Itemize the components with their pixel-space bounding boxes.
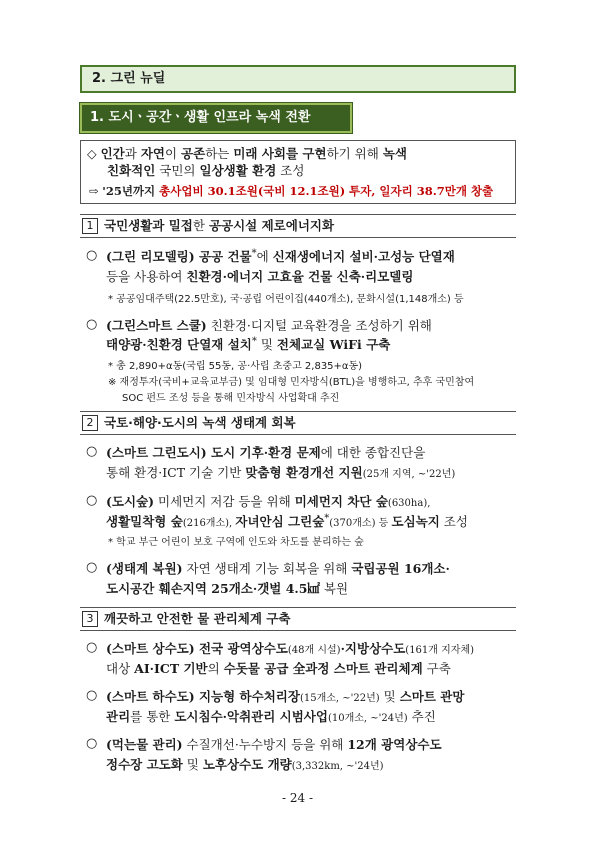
category-number: 1 xyxy=(82,218,98,234)
subsection-title: 1. 도시ㆍ공간ㆍ생활 인프라 녹색 전환 xyxy=(80,103,352,133)
bullet-icon: ○ xyxy=(86,248,98,263)
item-text: 국립공원 16개소· xyxy=(351,561,450,576)
item-text: 도시침수·악취관리 시범사업 xyxy=(174,709,328,724)
bullet-icon: ○ xyxy=(86,736,98,751)
item-text: 신재생에너지 설비·고성능 단열재 xyxy=(272,249,455,264)
summary-line-2 xyxy=(107,161,304,179)
bullet-icon: ○ xyxy=(86,640,98,655)
item-line xyxy=(106,463,455,481)
footnote-mark: * xyxy=(251,335,257,347)
summary-text: 조성 xyxy=(276,163,305,178)
summary-text: 녹색 xyxy=(382,146,407,161)
item-text: (3,332km, ~'24년) xyxy=(291,761,384,772)
item-text: 도심녹지 xyxy=(391,514,440,529)
item-line xyxy=(106,579,348,597)
item-text: AI·ICT 기반 xyxy=(134,661,208,676)
item-line xyxy=(106,559,450,577)
item-line xyxy=(106,316,432,334)
item-text: 대상 xyxy=(106,661,135,676)
item-text: 미세먼지 차단 숲 xyxy=(294,494,388,509)
summary-highlight: 총사업비 30.1조원(국비 12.1조원) 투자, 일자리 38.7만개 창출 xyxy=(159,184,494,198)
summary-text: 일상생활 환경 xyxy=(199,163,277,178)
item-text: 에 대한 종합진단을 xyxy=(320,445,426,460)
item-text: 추진 xyxy=(407,709,436,724)
bullet-icon: ○ xyxy=(86,444,98,459)
item-text: 자연 생태계 기능 회복을 위해 xyxy=(182,561,352,576)
item-text: (스마트 하수도) 지능형 하수처리장 xyxy=(106,689,300,704)
item-text: (생태계 복원) xyxy=(106,561,183,576)
item-text: 친환경·디지털 교육환경을 조성하기 위해 xyxy=(206,318,432,333)
summary-text: 이 xyxy=(164,146,182,161)
item-text: (161개 지자체) xyxy=(405,645,475,656)
item-text: 12개 광역상수도 xyxy=(347,737,442,752)
item-line xyxy=(106,755,384,773)
item-text: (그린 리모델링) 공공 건물 xyxy=(106,249,252,264)
item-text: (도시숲) xyxy=(106,494,155,509)
summary-box xyxy=(80,140,516,204)
item-line xyxy=(106,707,436,725)
summary-text: 자연 xyxy=(140,146,165,161)
summary-text: 하는 xyxy=(205,146,234,161)
category-header-3 xyxy=(80,607,516,631)
item-text: 를 통한 xyxy=(130,709,175,724)
item-text: (48개 시설) xyxy=(287,645,341,656)
footnote: * 공공임대주택(22.5만호), 국·공립 어린이집(440개소), 문화시설(1,148개소) 등 xyxy=(108,294,464,305)
item-text: 통해 환경·ICT 기술 기반 xyxy=(106,465,246,480)
item-line xyxy=(106,443,425,461)
summary-text: 친화적인 xyxy=(107,163,156,178)
item-text: 에 xyxy=(256,249,273,264)
footnote: * 총 2,890+α동(국립 55동, 공·사립 초중고 2,835+α동) xyxy=(108,361,363,372)
item-text: 관리 xyxy=(106,709,131,724)
item-text: 조성 xyxy=(439,514,468,529)
item-line xyxy=(106,659,451,677)
summary-text: 과 xyxy=(124,146,141,161)
item-text: (630ha), xyxy=(387,498,431,509)
item-text: ·지방상수도 xyxy=(340,641,406,656)
item-line xyxy=(106,267,413,285)
footnote-mark: * xyxy=(251,247,257,259)
item-text: 생활밀착형 숲 xyxy=(106,514,183,529)
footnote: SOC 펀드 조성 등을 통해 민자방식 사업확대 추진 xyxy=(122,393,340,404)
footnote: * 학교 부근 어린이 보호 구역에 인도와 차도를 분리하는 숲 xyxy=(108,537,364,548)
item-text: 및 xyxy=(182,757,203,772)
item-text: (216개소), xyxy=(182,518,236,529)
category-header-2 xyxy=(80,411,516,435)
item-text: (10개소, ~'24년) xyxy=(327,713,408,724)
arrow-icon: ⇨ xyxy=(89,184,99,198)
item-line xyxy=(106,639,474,657)
item-text: (먹는물 관리) xyxy=(106,737,183,752)
item-text: 및 xyxy=(379,689,400,704)
item-text: 의 xyxy=(207,661,224,676)
item-line xyxy=(106,512,468,530)
item-text: 스마트 관망 xyxy=(399,689,465,704)
item-text: 정수장 고도화 xyxy=(106,757,183,772)
summary-text: 인간 xyxy=(100,146,125,161)
item-text: 전체교실 WiFi 구축 xyxy=(276,337,391,352)
summary-text: 공존 xyxy=(181,146,206,161)
bullet-icon: ○ xyxy=(86,688,98,703)
bullet-icon: ○ xyxy=(86,493,98,508)
item-text: (그린스마트 스쿨) xyxy=(106,318,207,333)
item-line xyxy=(106,335,390,353)
summary-text: '25년까지 xyxy=(102,184,160,198)
bullet-icon: ○ xyxy=(86,317,98,332)
footnote-mark: * xyxy=(324,512,330,524)
item-text: 및 xyxy=(256,337,277,352)
item-text: (15개소, ~'22년) xyxy=(299,693,380,704)
category-title: 한 xyxy=(192,218,209,233)
item-text: 맞춤형 환경개선 지원 xyxy=(245,465,363,480)
category-number: 2 xyxy=(82,415,98,431)
diamond-icon: ◇ xyxy=(87,146,97,161)
category-title: 국민생활과 밀접 xyxy=(104,218,193,233)
summary-line-1 xyxy=(87,144,407,162)
item-text: 복원 xyxy=(319,581,349,596)
summary-line-3 xyxy=(89,183,493,199)
item-text: (370개소) 등 xyxy=(329,518,392,529)
item-line xyxy=(106,687,464,705)
item-line xyxy=(106,247,455,265)
item-text: 친환경·에너지 고효율 건물 신축·리모델링 xyxy=(186,269,414,284)
item-text: (스마트 그린도시) 도시 기후·환경 문제 xyxy=(106,445,321,460)
item-text: (스마트 상수도) 전국 광역상수도 xyxy=(106,641,288,656)
summary-text: 국민의 xyxy=(155,163,200,178)
category-title: 국토·해양·도시의 녹색 생태계 회복 xyxy=(104,415,296,430)
item-line xyxy=(106,735,442,753)
item-text: 수질개선·누수방지 등을 위해 xyxy=(182,737,348,752)
item-text: 미세먼지 저감 등을 위해 xyxy=(154,494,295,509)
category-title: 공공시설 제로에너지화 xyxy=(208,218,335,233)
section-title: 2. 그린 뉴딜 xyxy=(80,65,516,93)
bullet-icon: ○ xyxy=(86,560,98,575)
item-text: 등을 사용하여 xyxy=(106,269,187,284)
item-text: 자녀안심 그린숲 xyxy=(235,514,325,529)
item-text: 태양광·친환경 단열재 설치 xyxy=(106,337,252,352)
category-number: 3 xyxy=(82,611,98,627)
footnote: ※ 재정투자(국비+교육교부금) 및 임대형 민자방식(BTL)을 병행하고, 추후 국민참여 xyxy=(108,377,475,388)
item-text: (25개 지역, ~'22년) xyxy=(362,469,456,480)
category-header-1 xyxy=(80,214,516,238)
page-number: - 24 - xyxy=(281,791,313,805)
item-text: 구축 xyxy=(422,661,451,676)
item-line xyxy=(106,492,430,510)
item-text: 수돗물 공급 全과정 스마트 관리체계 xyxy=(223,661,423,676)
summary-text: 하기 위해 xyxy=(326,146,383,161)
summary-text: 미래 사회를 구현 xyxy=(233,146,327,161)
category-title: 깨끗하고 안전한 물 관리체계 구축 xyxy=(104,611,291,626)
item-text: 도시공간 훼손지역 25개소·갯벌 4.5㎢ xyxy=(106,581,320,596)
item-text: 노후상수도 개량 xyxy=(202,757,292,772)
